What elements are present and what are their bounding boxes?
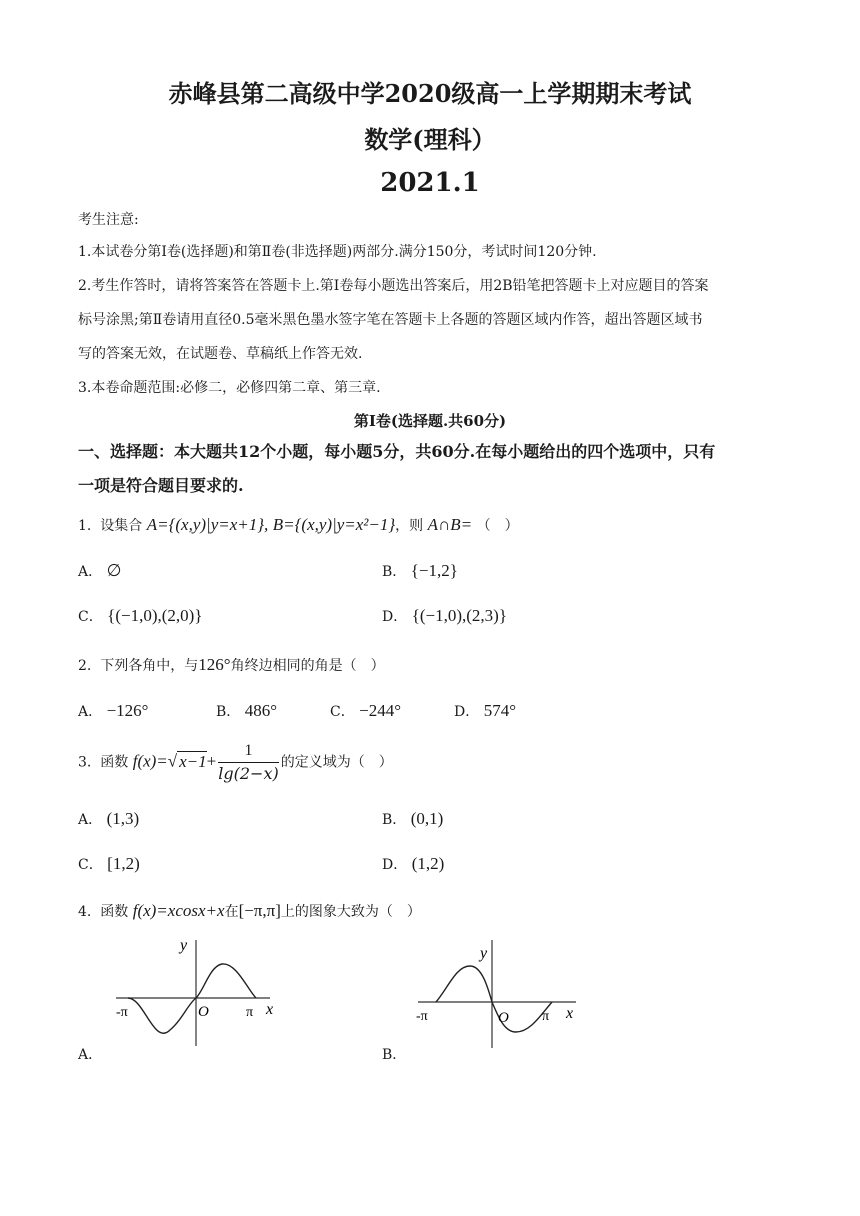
- interval: [−π,π]: [238, 901, 281, 920]
- q1-option-c: [78, 605, 202, 628]
- note-2-line-2: 标号涂黑;第Ⅱ卷请用直径0.5毫米黑色墨水签字笔在答题卡上各题的答题区域内作答，超出答题区域书: [78, 312, 703, 328]
- option-label: D．: [382, 609, 408, 625]
- right-bound-label: π: [542, 1009, 550, 1024]
- q1-option-a: [78, 560, 121, 583]
- note-3: 3.本卷命题范围:必修二，必修四第二章、第三章.: [78, 380, 381, 396]
- option-label: B．: [216, 704, 241, 720]
- exam-subject: 数学(理科）: [364, 125, 496, 154]
- q2-option-c: [330, 700, 401, 723]
- question-3-post: 的定义域为（ ）: [280, 754, 393, 771]
- q2-option-b: [216, 700, 277, 723]
- origin-label: O: [498, 1010, 509, 1026]
- question-4-prefix: 函数: [100, 904, 129, 920]
- q2-option-d: [454, 700, 516, 723]
- question-number: 2.: [78, 658, 92, 674]
- notes-heading: 考生注意:: [78, 212, 139, 228]
- right-bound-label: π: [246, 1005, 254, 1020]
- question-4: [78, 900, 421, 923]
- origin-label: O: [198, 1004, 209, 1020]
- section-1-instruction-line-2: 一项是符合题目要求的.: [78, 476, 244, 495]
- x-axis-label: x: [266, 1001, 274, 1018]
- q4-option-a-label: A．: [78, 1047, 103, 1063]
- q3-option-b: [382, 808, 443, 831]
- section-1-title: 第Ⅰ卷(选择题.共60分): [353, 412, 507, 430]
- question-1-post: ，则: [395, 518, 424, 534]
- question-4-mid: 在: [224, 904, 239, 920]
- graph-a: [110, 936, 290, 1056]
- section-1-instruction-line-1: 一、选择题：本大题共12个小题，每小题5分，共60分.在每小题给出的四个选项中，只有: [78, 442, 716, 461]
- option-value: −244°: [359, 701, 402, 720]
- option-value: (1,3): [106, 809, 140, 828]
- option-label: C．: [78, 609, 103, 625]
- graph-b: [412, 936, 592, 1056]
- curve: [436, 966, 552, 1032]
- question-number: 4.: [78, 904, 92, 920]
- option-value: (0,1): [410, 809, 444, 828]
- sqrt-argument: x−1: [179, 751, 207, 771]
- option-label: C．: [330, 704, 355, 720]
- function-name: f(x)=: [132, 751, 168, 771]
- left-bound-label: -π: [416, 1009, 428, 1024]
- exam-date: 2021.1: [380, 168, 480, 198]
- left-bound-label: -π: [116, 1005, 128, 1020]
- sqrt-sign: √: [167, 751, 178, 771]
- note-2-line-1: 2.考生作答时，请将答案答在答题卡上.第Ⅰ卷每小题选出答案后，用2B铅笔把答题卡上对应题目的答案: [78, 278, 709, 294]
- y-axis-label: y: [480, 945, 488, 962]
- question-number: 3.: [78, 754, 92, 771]
- option-value: [1,2): [107, 854, 140, 873]
- option-value: ∅: [106, 561, 122, 580]
- question-3-prefix: 函数: [100, 754, 129, 771]
- function-definition: f(x)=xcosx+x: [132, 901, 225, 920]
- x-axis-label: x: [566, 1005, 574, 1022]
- set-a-definition: A={(x,y)|y=x+1},: [146, 515, 269, 534]
- answer-blank: （ ）: [476, 518, 519, 534]
- option-value: 486°: [244, 701, 278, 720]
- option-value: {(−1,0),(2,0)}: [107, 606, 203, 625]
- option-label: C．: [78, 857, 103, 873]
- fraction: [218, 740, 278, 785]
- option-label: D．: [454, 704, 480, 720]
- q1-option-d: [382, 605, 507, 628]
- note-1: 1.本试卷分第Ⅰ卷(选择题)和第Ⅱ卷(非选择题)两部分.满分150分，考试时间120分钟.: [78, 244, 597, 260]
- option-label: B．: [382, 564, 407, 580]
- exam-title: 赤峰县第二高级中学2020级高一上学期期末考试: [168, 79, 692, 108]
- question-3: [78, 740, 393, 785]
- q3-option-c: [78, 853, 140, 876]
- note-2-line-3: 写的答案无效，在试题卷、草稿纸上作答无效.: [78, 346, 363, 362]
- option-label: A．: [78, 812, 103, 828]
- option-label: B．: [382, 812, 407, 828]
- intersection-expression: A∩B=: [427, 515, 473, 534]
- question-4-post: 上的图象大致为（ ）: [280, 904, 421, 920]
- option-label: D．: [382, 857, 408, 873]
- q3-option-a: [78, 808, 139, 831]
- option-value: {−1,2}: [410, 561, 458, 580]
- fraction-numerator: 1: [218, 740, 278, 763]
- q1-option-b: [382, 560, 458, 583]
- option-label: A．: [78, 564, 103, 580]
- given-angle: 126°: [198, 655, 231, 674]
- question-1-prefix: 设集合: [100, 518, 143, 534]
- option-value: {(−1,0),(2,3)}: [411, 606, 507, 625]
- option-value: 574°: [483, 701, 516, 720]
- question-2: [78, 654, 385, 677]
- question-1: [78, 514, 519, 537]
- question-number: 1.: [78, 518, 92, 534]
- y-axis-label: y: [180, 937, 188, 954]
- q3-option-d: [382, 853, 444, 876]
- question-2-prefix: 下列各角中，与: [100, 658, 199, 674]
- question-2-post: 角终边相同的角是（ ）: [230, 658, 385, 674]
- option-value: (1,2): [411, 854, 445, 873]
- fraction-denominator: lg(2−x): [218, 764, 279, 783]
- q2-option-a: [78, 700, 148, 723]
- q4-option-b-label: B．: [382, 1047, 407, 1063]
- option-label: A．: [78, 704, 103, 720]
- option-value: −126°: [106, 701, 149, 720]
- set-b-definition: B={(x,y)|y=x²−1}: [272, 515, 396, 534]
- plus-sign: +: [206, 751, 217, 771]
